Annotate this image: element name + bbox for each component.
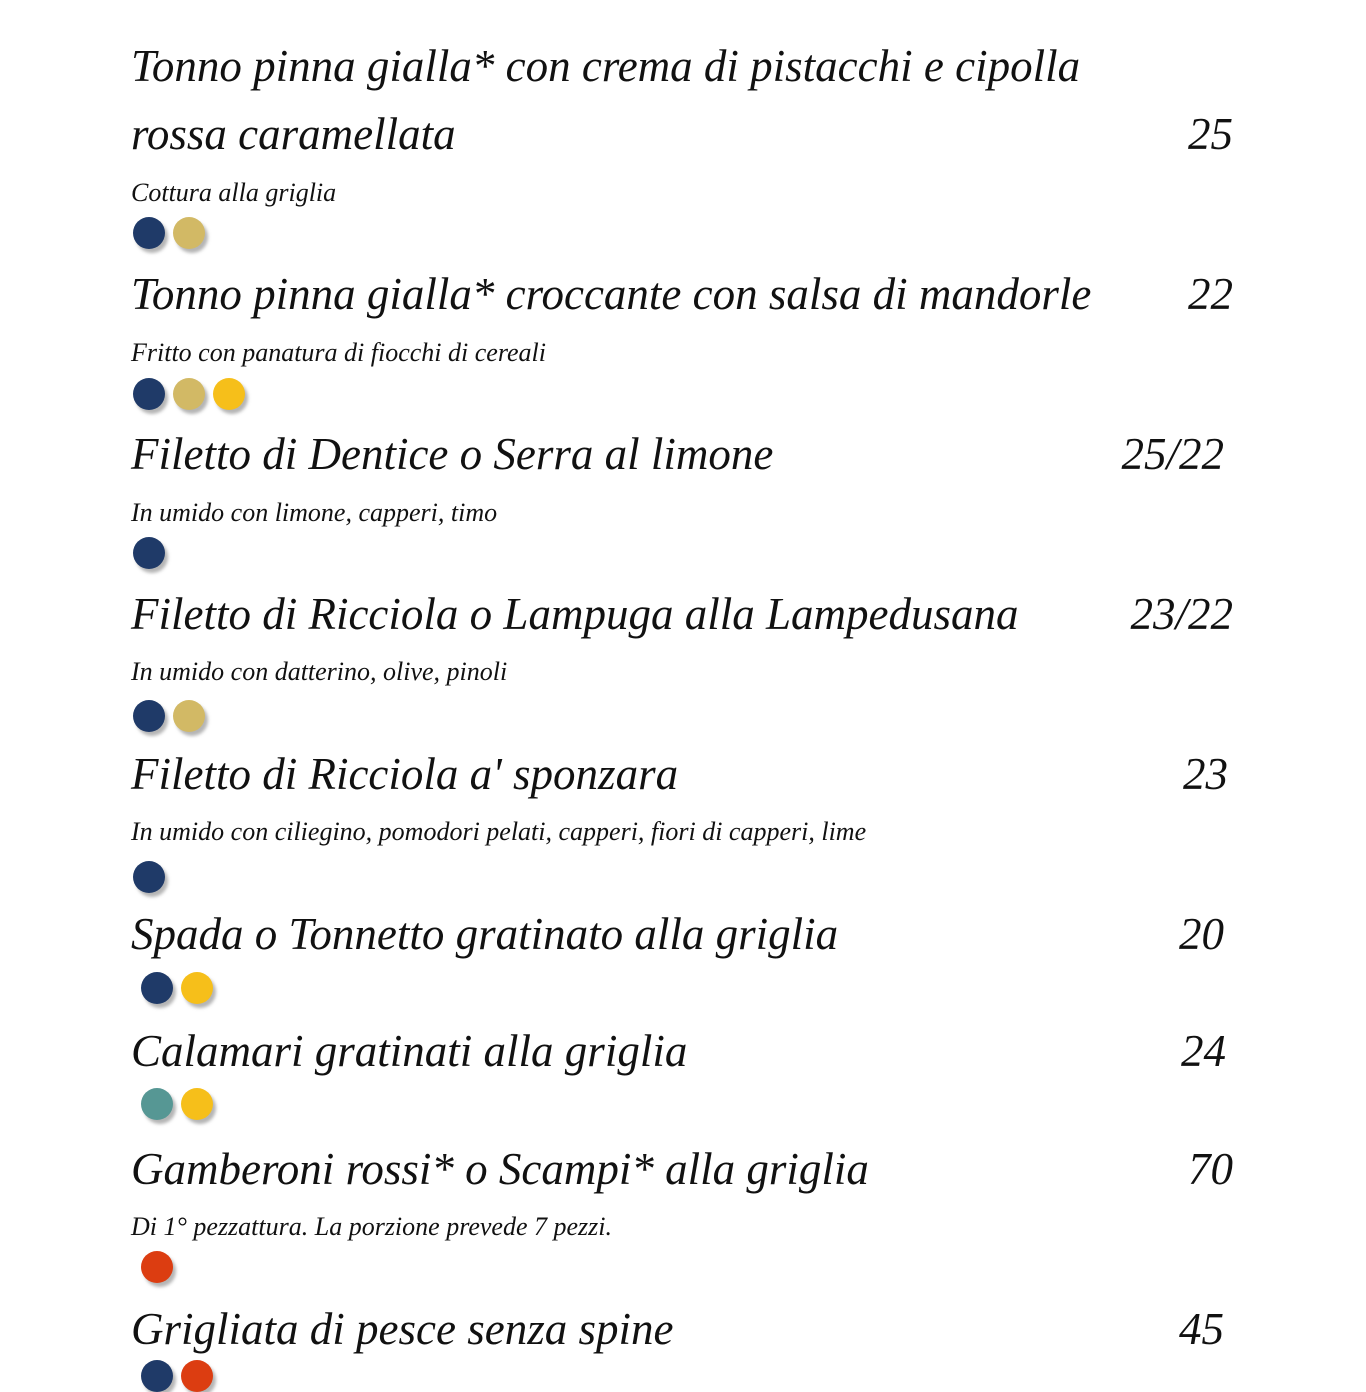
allergen-dot-navy xyxy=(133,700,165,732)
allergen-dot-navy xyxy=(133,378,165,410)
dish-title: Tonno pinna gialla* con crema di pistacchi e cipolla xyxy=(131,41,1081,91)
dish-title-continued: rossa caramellata xyxy=(131,109,456,159)
allergen-dot-navy xyxy=(141,1360,173,1392)
allergen-dots xyxy=(133,378,245,410)
allergen-dot-navy xyxy=(141,972,173,1004)
allergen-dot-navy xyxy=(133,861,165,893)
dish-title: Grigliata di pesce senza spine xyxy=(131,1304,674,1354)
allergen-dots xyxy=(141,972,213,1004)
dish-price: 45 xyxy=(1179,1304,1224,1354)
dish-price: 22 xyxy=(1188,269,1233,319)
allergen-dots xyxy=(133,217,205,249)
allergen-dots xyxy=(141,1088,213,1120)
dish-description: Cottura alla griglia xyxy=(131,178,337,207)
allergen-dots xyxy=(133,537,165,569)
allergen-dot-sand xyxy=(173,700,205,732)
allergen-dot-navy xyxy=(133,217,165,249)
dish-title: Gamberoni rossi* o Scampi* alla griglia xyxy=(131,1144,869,1194)
allergen-dot-yellow xyxy=(181,972,213,1004)
dish-description: In umido con datterino, olive, pinoli xyxy=(131,657,508,686)
dish-description: In umido con ciliegino, pomodori pelati, capperi, fiori di capperi, lime xyxy=(131,817,867,846)
allergen-dot-sand xyxy=(173,378,205,410)
dish-price: 23 xyxy=(1183,749,1228,799)
allergen-dot-red xyxy=(181,1360,213,1392)
allergen-dot-red xyxy=(141,1251,173,1283)
allergen-dots xyxy=(133,861,165,893)
dish-title: Filetto di Dentice o Serra al limone xyxy=(131,429,774,479)
allergen-dots xyxy=(141,1251,173,1283)
allergen-dot-sand xyxy=(173,217,205,249)
dish-price: 70 xyxy=(1188,1144,1233,1194)
dish-description: Di 1° pezzattura. La porzione prevede 7 pezzi. xyxy=(131,1212,613,1241)
dish-price: 24 xyxy=(1181,1026,1226,1076)
allergen-dots xyxy=(141,1360,213,1392)
dish-price: 23/22 xyxy=(1130,589,1233,639)
allergen-dot-navy xyxy=(133,537,165,569)
dish-description: In umido con limone, capperi, timo xyxy=(131,498,498,527)
dish-price: 25 xyxy=(1188,109,1233,159)
dish-title: Tonno pinna gialla* croccante con salsa di mandorle xyxy=(131,269,1092,319)
dish-price: 25/22 xyxy=(1121,429,1224,479)
allergen-dot-teal xyxy=(141,1088,173,1120)
allergen-dot-yellow xyxy=(181,1088,213,1120)
allergen-dot-yellow xyxy=(213,378,245,410)
dish-title: Filetto di Ricciola o Lampuga alla Lampedusana xyxy=(131,589,1019,639)
dish-title: Calamari gratinati alla griglia xyxy=(131,1026,688,1076)
dish-description: Fritto con panatura di fiocchi di cereali xyxy=(131,338,546,367)
dish-title: Spada o Tonnetto gratinato alla griglia xyxy=(131,909,839,959)
allergen-dots xyxy=(133,700,205,732)
dish-price: 20 xyxy=(1179,909,1224,959)
dish-title: Filetto di Ricciola a' sponzara xyxy=(131,749,679,799)
